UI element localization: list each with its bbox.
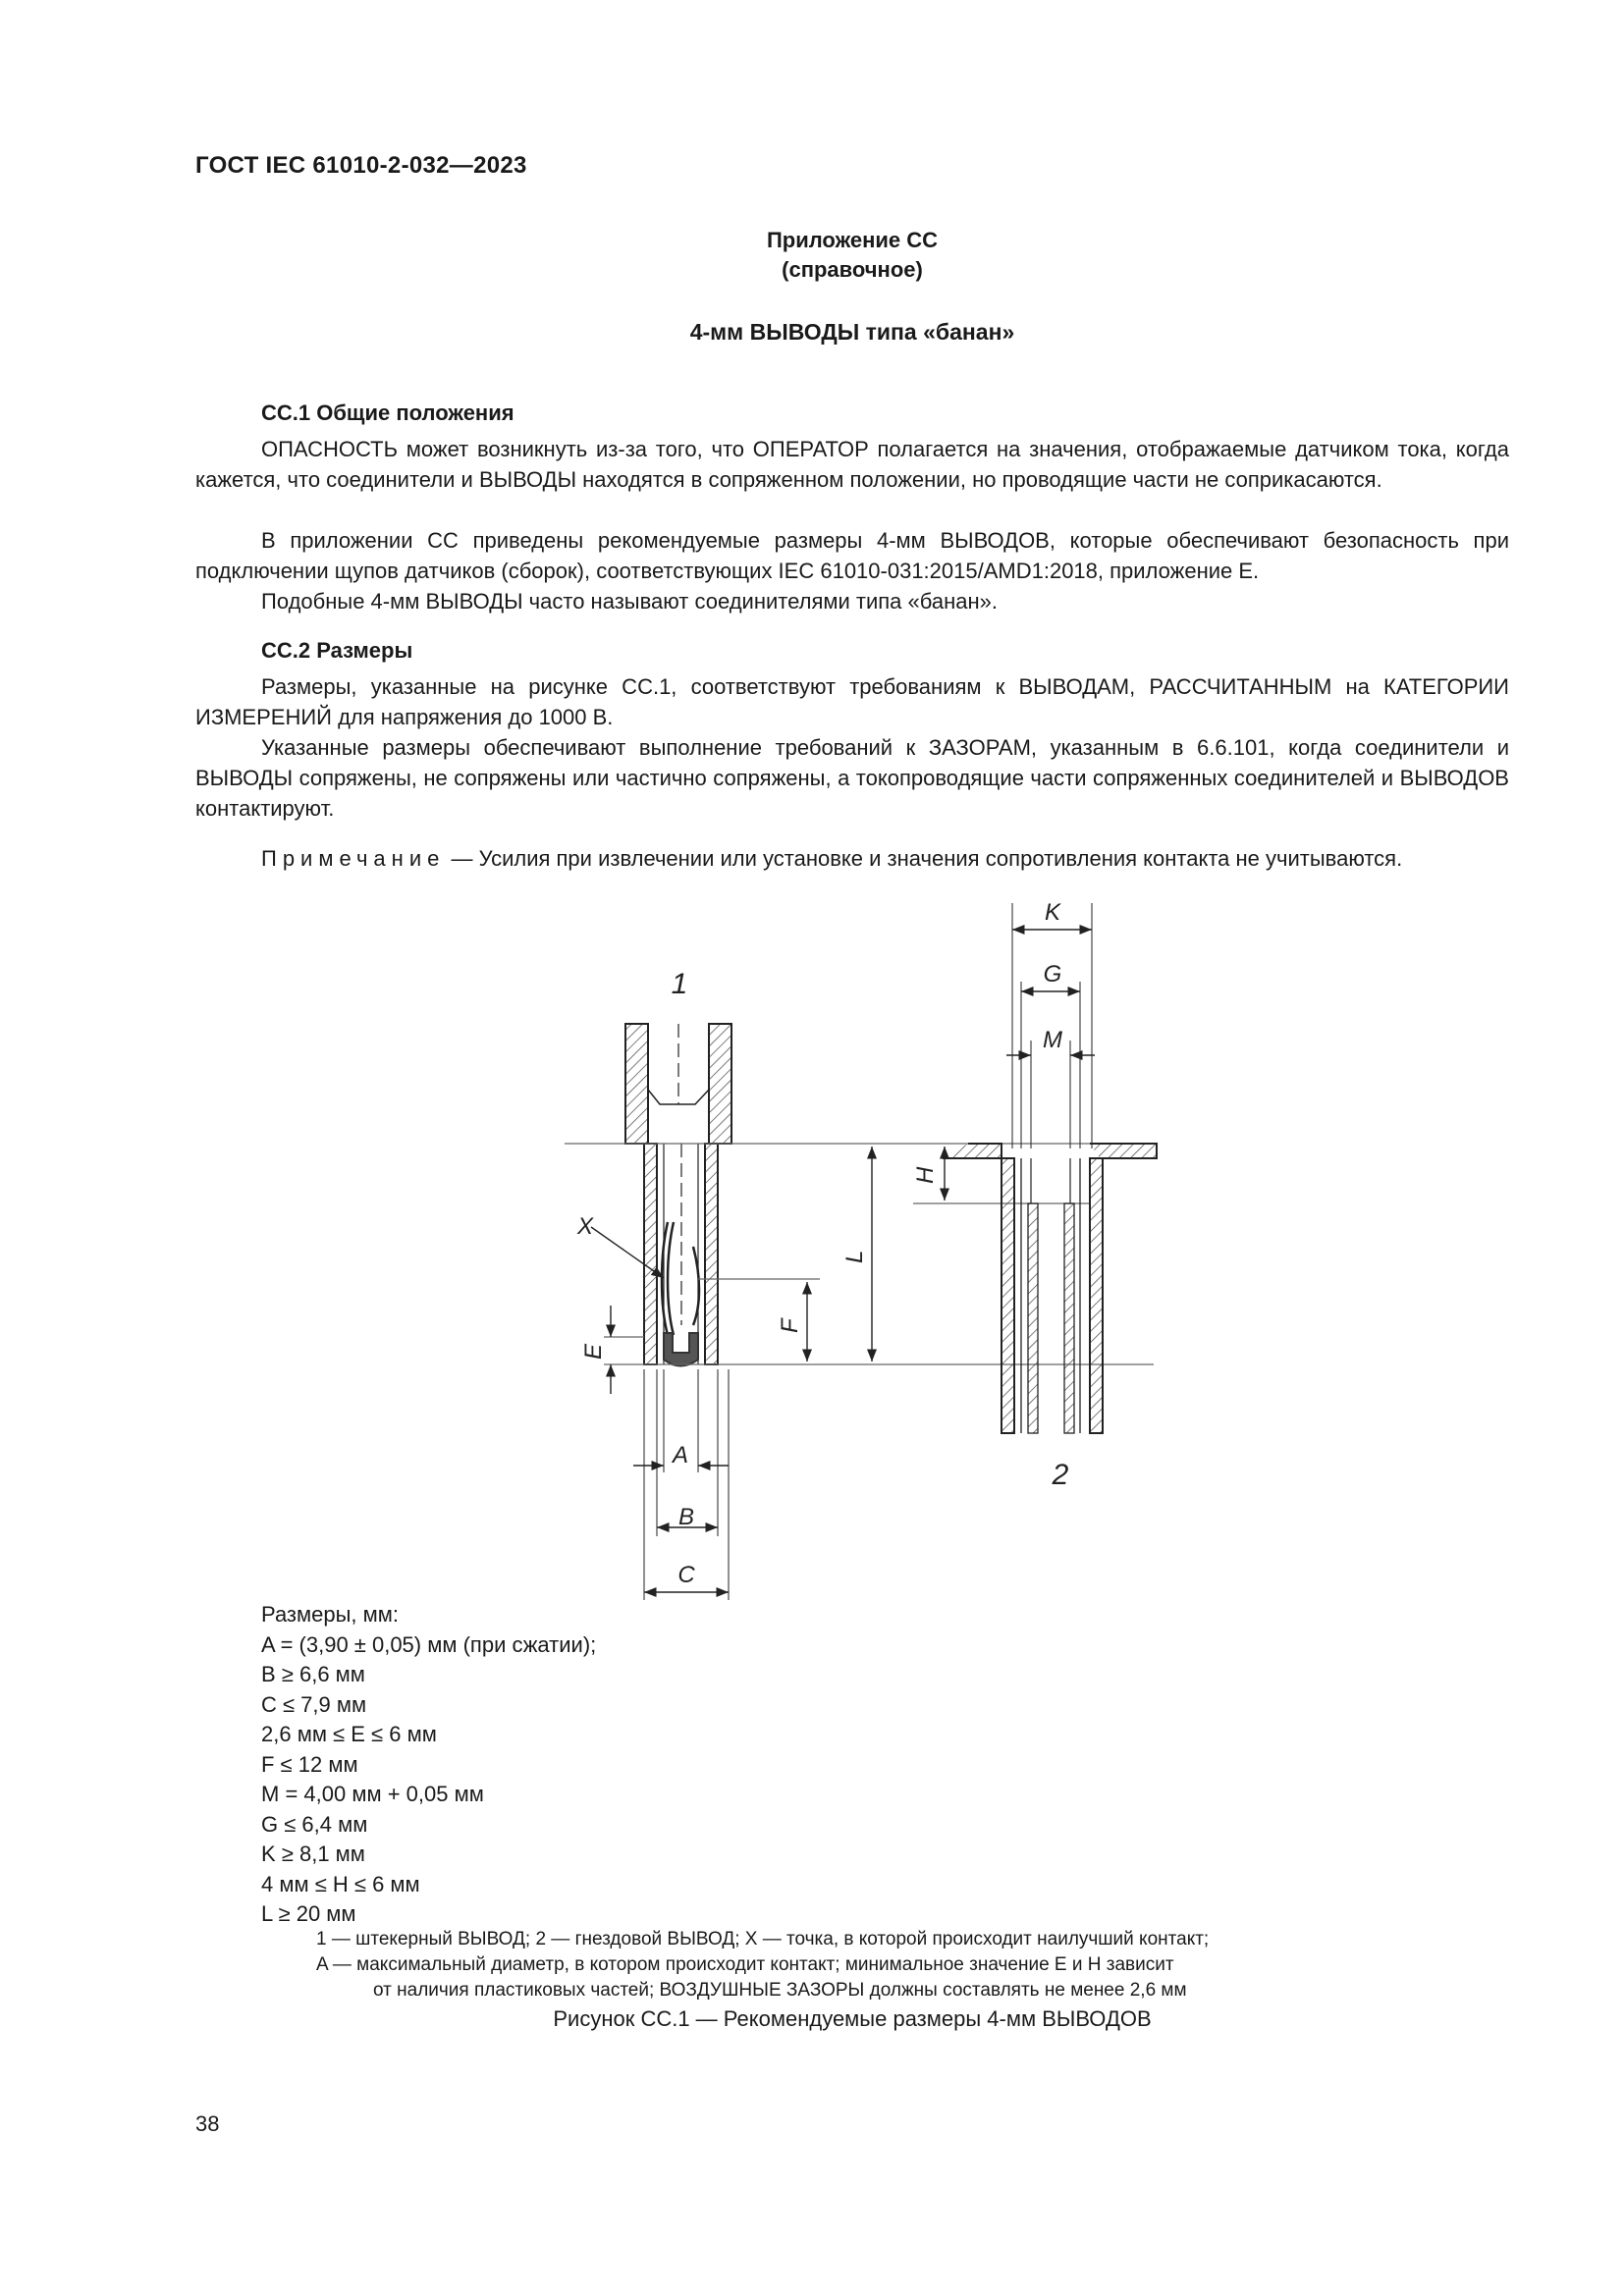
plug-sleeve-right bbox=[709, 1024, 731, 1144]
dimension-item: M = 4,00 мм + 0,05 мм bbox=[261, 1782, 484, 1806]
label-plug-number: 1 bbox=[671, 968, 688, 1000]
label-k: K bbox=[1044, 899, 1061, 926]
section-cc1-paragraph-2: В приложении СС приведены рекомендуемые размеры 4-мм ВЫВОДОВ, которые обеспечивают безопасность при подключении щупов датчиков (сборок), соответствующих IEC 61010-031:2015/AMD1:2018, приложение E. bbox=[195, 528, 1509, 583]
figure-legend bbox=[316, 1927, 1386, 2003]
label-f: F bbox=[777, 1318, 803, 1333]
plug-pin-wall-right bbox=[705, 1144, 718, 1364]
label-e: E bbox=[580, 1343, 607, 1360]
dimension-item: K ≥ 8,1 мм bbox=[261, 1842, 365, 1866]
plug-terminal bbox=[625, 1024, 731, 1366]
appendix-subtitle: (справочное) bbox=[782, 257, 923, 282]
plug-dimensions bbox=[591, 1147, 872, 1600]
dimensions-list bbox=[261, 1600, 596, 1930]
label-l: L bbox=[841, 1250, 868, 1263]
section-cc2-title: СС.2 Размеры bbox=[261, 638, 413, 663]
dimension-item: A = (3,90 ± 0,05) мм (при сжатии); bbox=[261, 1631, 597, 1657]
dimension-item: C ≤ 7,9 мм bbox=[261, 1691, 367, 1717]
socket-wall-right bbox=[1090, 1158, 1103, 1433]
figure-caption: Рисунок СС.1 — Рекомендуемые размеры 4-мм ВЫВОДОВ bbox=[553, 2006, 1152, 2031]
dimension-item: G ≤ 6,4 мм bbox=[261, 1811, 368, 1837]
note-label: Примечание bbox=[261, 846, 446, 871]
label-a: A bbox=[672, 1442, 689, 1468]
label-m: M bbox=[1043, 1027, 1062, 1053]
socket-terminal bbox=[943, 1144, 1157, 1433]
label-x: X bbox=[577, 1213, 594, 1240]
section-cc1-paragraph-3: Подобные 4-мм ВЫВОДЫ часто называют соединителями типа «банан». bbox=[261, 589, 998, 614]
legend-line-3: от наличия пластиковых частей; ВОЗДУШНЫЕ ЗАЗОРЫ должны составлять не менее 2,6 мм bbox=[373, 1980, 1187, 2001]
label-g: G bbox=[1043, 961, 1062, 988]
label-h: H bbox=[912, 1166, 939, 1184]
page-number: 38 bbox=[195, 2111, 220, 2136]
document-header: ГОСТ IEC 61010-2-032—2023 bbox=[195, 152, 527, 179]
appendix-heading: 4-мм ВЫВОДЫ типа «банан» bbox=[689, 319, 1015, 345]
plug-pin-wall-left bbox=[644, 1144, 657, 1364]
legend-line-1: 1 — штекерный ВЫВОД; 2 — гнездовой ВЫВОД; X — точка, в которой происходит наилучший контакт; bbox=[316, 1929, 1210, 1949]
dimension-item: L ≥ 20 мм bbox=[261, 1901, 356, 1926]
dimension-item: 4 мм ≤ H ≤ 6 мм bbox=[261, 1871, 420, 1896]
appendix-title: Приложение СС bbox=[766, 228, 939, 252]
label-socket-number: 2 bbox=[1052, 1459, 1069, 1491]
note-text: — Усилия при извлечении или установке и значения сопротивления контакта не учитываются. bbox=[445, 846, 1403, 871]
section-cc1-title: СС.1 Общие положения bbox=[261, 400, 514, 425]
socket-wall-left bbox=[1001, 1158, 1014, 1433]
section-cc2-paragraph-1: Размеры, указанные на рисунке СС.1, соответствуют требованиям к ВЫВОДАМ, РАССЧИТАННЫМ на КАТЕГОРИИ ИЗМЕРЕНИЙ для напряжения до 1000 В. bbox=[195, 674, 1509, 729]
plug-tip bbox=[664, 1333, 698, 1366]
section-cc2-paragraph-2: Указанные размеры обеспечивают выполнение требований к ЗАЗОРАМ, указанным в 6.6.101, когда соединители и ВЫВОДЫ сопряжены, не сопряжены или частично сопряжены, а токопроводящие части сопряженных соединителей и ВЫВОДОВ контактируют. bbox=[195, 735, 1509, 821]
dimension-item: F ≤ 12 мм bbox=[261, 1751, 358, 1777]
section-cc1-paragraph-1: ОПАСНОСТЬ может возникнуть из-за того, что ОПЕРАТОР полагается на значения, отображаемые датчиком тока, когда кажется, что соединители и ВЫВОДЫ находятся в сопряженном положении, но проводящие части не соприкасаются. bbox=[195, 437, 1509, 492]
dimension-item: 2,6 мм ≤ E ≤ 6 мм bbox=[261, 1722, 437, 1746]
dimension-item: B ≥ 6,6 мм bbox=[261, 1662, 365, 1686]
label-c: C bbox=[677, 1562, 695, 1588]
plug-sleeve-left bbox=[625, 1024, 648, 1144]
dimensions-title: Размеры, мм: bbox=[261, 1602, 400, 1627]
legend-line-2: A — максимальный диаметр, в котором происходит контакт; минимальное значение E и H зависит bbox=[316, 1954, 1174, 1975]
label-b: B bbox=[677, 1504, 695, 1530]
